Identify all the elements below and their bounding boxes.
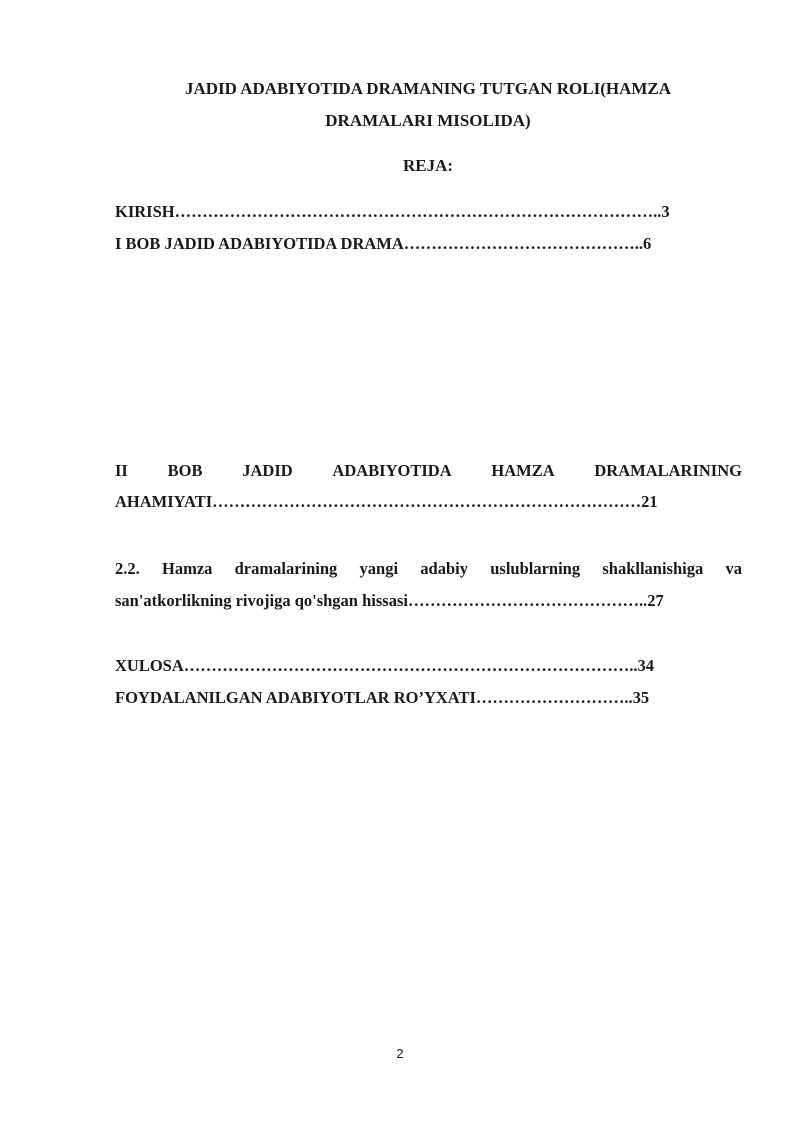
toc-entry-2-2: [115, 554, 742, 584]
toc-word: DRAMALARINING: [594, 461, 742, 480]
toc-word: yangi: [359, 559, 399, 578]
toc-entry-chapter-1: I BOB JADID ADABIYOTIDA DRAMA……………………………………..6: [115, 234, 652, 253]
plan-heading: REJA:: [402, 156, 454, 175]
toc-word: ADABIYOTIDA: [332, 461, 452, 480]
toc-entry-chapter-2-continued: AHAMIYATI……………………………………………………………………21: [115, 492, 658, 511]
toc-word: 2.2.: [115, 559, 140, 578]
toc-entry-chapter-2: [115, 456, 742, 486]
toc-word: HAMZA: [491, 461, 555, 480]
toc-word: II: [115, 461, 128, 480]
toc-word: JADID: [242, 461, 293, 480]
toc-entry-xulosa: XULOSA………………………………………………………………………..34: [115, 656, 655, 675]
toc-entry-kirish: KIRISH……………………………………………………………………………..3: [115, 202, 670, 221]
title-line-1: JADID ADABIYOTIDA DRAMANING TUTGAN ROLI(HAMZA: [184, 79, 672, 98]
title-line-2: DRAMALARI MISOLIDA): [325, 111, 531, 130]
toc-word: adabiy: [420, 559, 468, 578]
toc-word: dramalarining: [234, 559, 338, 578]
toc-word: Hamza: [161, 559, 213, 578]
toc-word: uslublarning: [490, 559, 581, 578]
toc-word: shakllanishiga: [602, 559, 704, 578]
toc-word: BOB: [167, 461, 203, 480]
document-title: [100, 73, 756, 137]
toc-entry-references: FOYDALANILGAN ADABIYOTLAR RO’YXATI………………………..35: [115, 688, 650, 707]
toc-word: va: [725, 559, 742, 578]
page-number: 2: [396, 1046, 404, 1061]
toc-entry-2-2-continued: san'atkorlikning rivojiga qo'shgan hissasi……………………………………..27: [115, 591, 664, 610]
